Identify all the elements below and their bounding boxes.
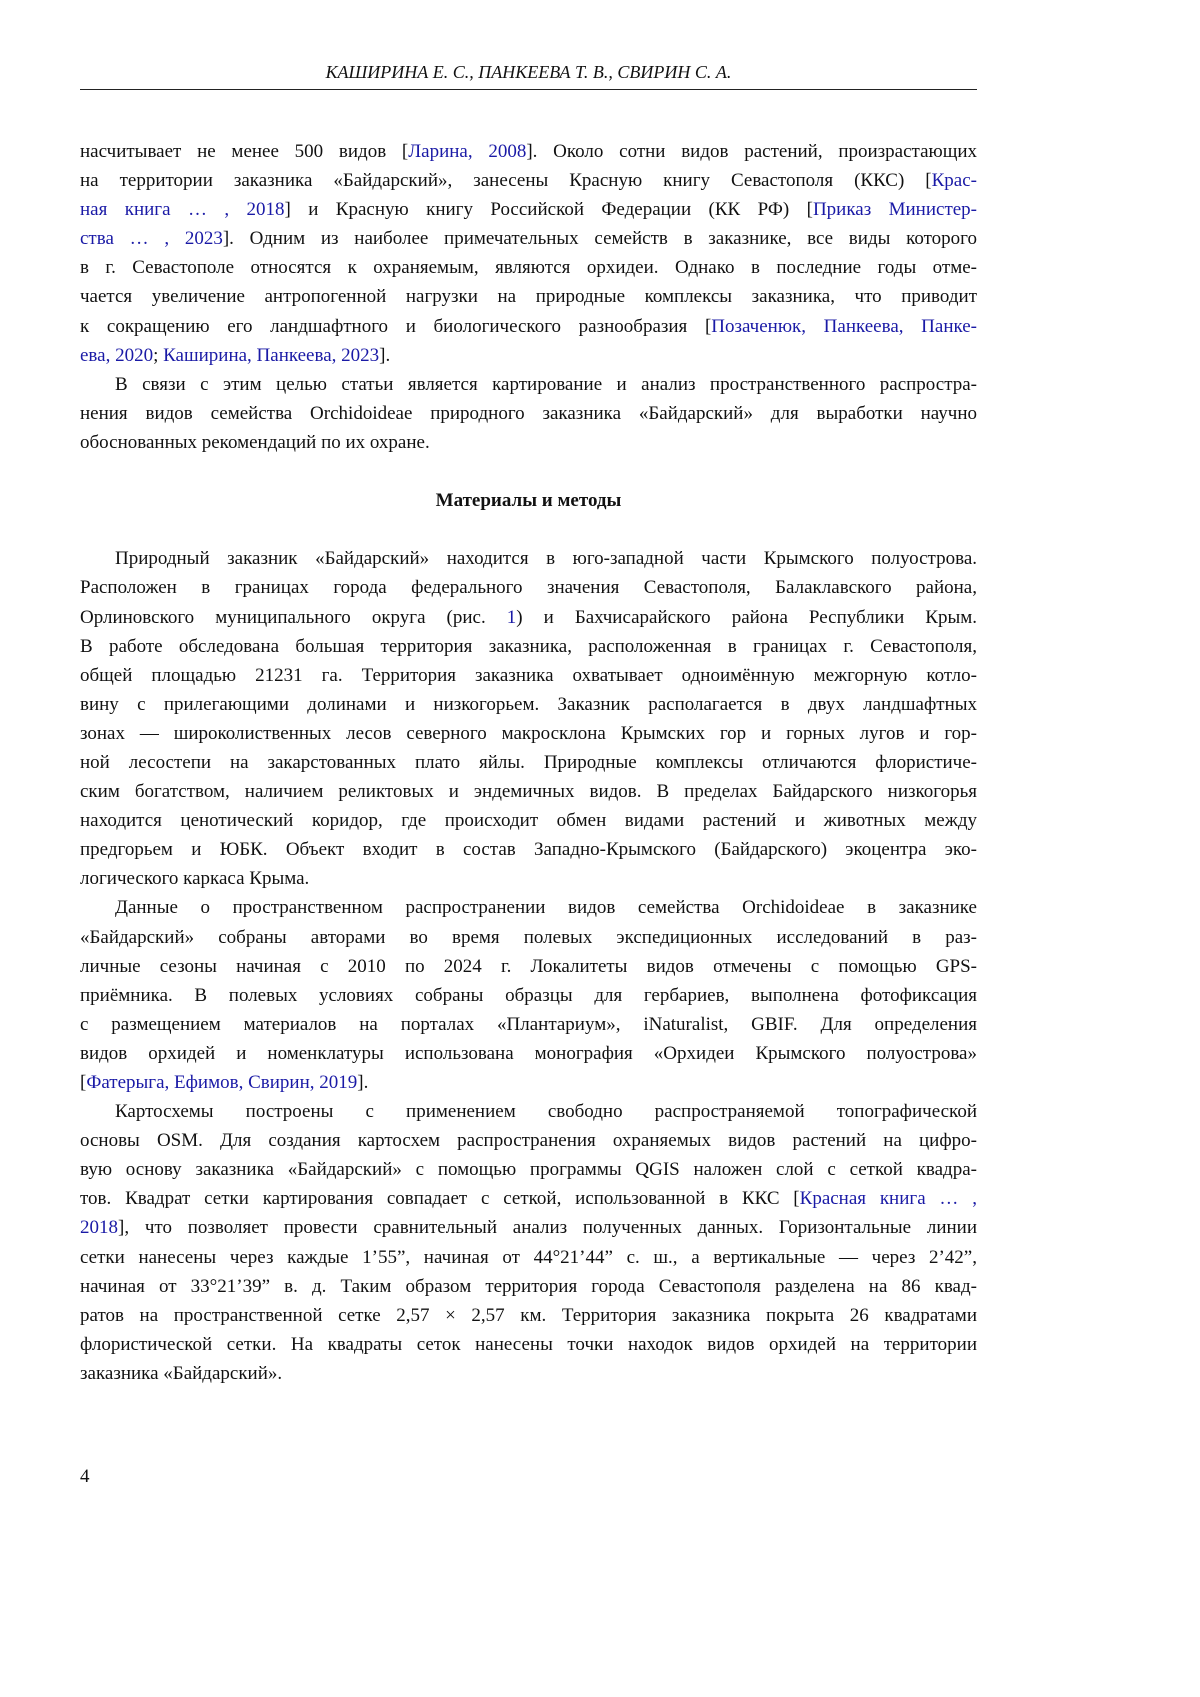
- text-segment: ским богатством, наличием реликтовых и эндемичных видов. В пределах Байдарского низкогорья: [80, 781, 977, 803]
- citation-link[interactable]: ная книга … , 2018: [80, 199, 285, 221]
- text-line: [80, 370, 977, 399]
- text-segment: ) и Бахчисарайского района Республики Крым.: [516, 606, 977, 628]
- text-line: [80, 1126, 977, 1155]
- text-line: [80, 1155, 977, 1184]
- text-segment: логического каркаса Крыма.: [80, 868, 310, 890]
- text-segment: Орлиновского муниципального округа (рис.: [80, 606, 507, 628]
- text-line: [80, 864, 977, 893]
- text-line: [80, 719, 977, 748]
- text-segment: ]. Около сотни видов растений, произрастающих: [526, 141, 978, 162]
- text-line: [80, 661, 977, 690]
- text-line: [80, 166, 977, 195]
- text-line: [80, 573, 977, 602]
- text-line: [80, 1039, 977, 1068]
- text-segment: [: [80, 1072, 87, 1093]
- text-line: [80, 835, 977, 864]
- text-segment: ;: [153, 344, 164, 366]
- text-segment: сетки нанесены через каждые 1’55”, начиная от 44°21’44” с. ш., а вертикальные — через 2’42”,: [80, 1246, 977, 1268]
- text-line: [80, 428, 977, 457]
- text-segment: В связи с этим целью статьи является картирование и анализ пространственного распростра-: [115, 373, 977, 395]
- text-line: [80, 195, 977, 224]
- citation-link[interactable]: Крас-: [931, 170, 977, 192]
- text-segment: ] и Красную книгу Российской Федерации (КК РФ) [: [284, 199, 813, 221]
- text-segment: заказника «Байдарский».: [80, 1362, 283, 1384]
- text-line: [80, 777, 977, 806]
- text-segment: на территории заказника «Байдарский», занесены Красную книгу Севастополя (ККС) [: [80, 170, 932, 192]
- text-segment: Природный заказник «Байдарский» находится в юго-западной части Крымского полуострова.: [115, 548, 977, 570]
- citation-link[interactable]: Ларина, 2008: [408, 141, 527, 162]
- text-line: [80, 981, 977, 1010]
- citation-link[interactable]: 2018: [80, 1217, 118, 1239]
- text-segment: ]. Одним из наиболее примечательных семейств в заказнике, все виды которого: [222, 228, 977, 250]
- text-segment: предгорьем и ЮБК. Объект входит в состав Западно-Крымского (Байдарского) экоцентра эко-: [80, 839, 977, 861]
- text-segment: личные сезоны начиная с 2010 по 2024 г. Локалитеты видов отмечены с помощью GPS-: [80, 955, 977, 977]
- citation-link[interactable]: Красная книга … ,: [799, 1188, 977, 1210]
- text-segment: Картосхемы построены с применением свободно распространяемой топографической: [115, 1101, 977, 1123]
- citation-link[interactable]: Позаченюк, Панкеева, Панке-: [711, 315, 978, 337]
- text-line: [80, 603, 977, 632]
- text-line: [80, 312, 977, 341]
- text-segment: зонах — широколиственных лесов северного макросклона Крымских гор и горных лугов и гор-: [80, 722, 977, 744]
- text-segment: нения видов семейства Orchidoideae природного заказника «Байдарский» для выработки научно: [80, 402, 977, 424]
- text-segment: «Байдарский» собраны авторами во время полевых экспедиционных исследований в раз-: [80, 926, 977, 948]
- text-segment: насчитывает не менее 500 видов [: [80, 141, 409, 162]
- text-line: [80, 224, 977, 253]
- text-line: [80, 282, 977, 311]
- text-line: [80, 1184, 977, 1213]
- paragraph: [80, 370, 977, 457]
- text-segment: общей площадью 21231 га. Территория заказника охватывает одноимённую межгорную котло-: [80, 664, 977, 686]
- text-segment: Расположен в границах города федерального значения Севастополя, Балаклавского района,: [80, 577, 977, 599]
- text-line: [80, 748, 977, 777]
- text-segment: ной лесостепи на закарстованных плато яйлы. Природные комплексы отличаются флористиче-: [80, 751, 977, 773]
- text-line: [80, 1068, 977, 1097]
- article-body: [80, 137, 977, 1388]
- text-line: [80, 1301, 977, 1330]
- text-line: [80, 544, 977, 573]
- text-segment: Данные о пространственном распространении видов семейства Orchidoideae в заказнике: [115, 897, 977, 919]
- text-line: [80, 1330, 977, 1359]
- text-line: [80, 690, 977, 719]
- section-heading: Материалы и методы: [435, 490, 622, 512]
- text-segment: вину с прилегающими долинами и низкогорьем. Заказник располагается в двух ландшафтных: [80, 693, 977, 715]
- citation-link[interactable]: Приказ Министер-: [812, 199, 978, 221]
- text-line: [80, 253, 977, 282]
- text-line: [80, 1010, 977, 1039]
- text-segment: с размещением материалов на порталах «Плантариум», iNaturalist, GBIF. Для определения: [80, 1013, 977, 1035]
- citation-link[interactable]: Каширина, Панкеева, 2023: [163, 344, 380, 366]
- text-segment: ].: [357, 1072, 369, 1093]
- text-segment: начиная от 33°21’39” в. д. Таким образом территория города Севастополя разделена на 86 квад-: [80, 1275, 977, 1297]
- text-segment: ].: [379, 344, 391, 366]
- running-header: КАШИРИНА Е. С., ПАНКЕЕВА Т. В., СВИРИН С. А.: [325, 62, 732, 82]
- text-segment: флористической сетки. На квадраты сеток нанесены точки находок видов орхидей на территории: [80, 1333, 977, 1355]
- text-line: [80, 806, 977, 835]
- paragraph: [80, 137, 977, 370]
- text-line: [80, 341, 977, 370]
- paragraph: [80, 544, 977, 893]
- citation-link[interactable]: ства … , 2023: [80, 228, 223, 250]
- text-segment: приёмника. В полевых условиях собраны образцы для гербариев, выполнена фотофиксация: [80, 984, 977, 1006]
- text-line: [80, 1243, 977, 1272]
- text-segment: чается увеличение антропогенной нагрузки на природные комплексы заказника, что приводит: [80, 286, 977, 308]
- text-segment: вую основу заказника «Байдарский» с помощью программы QGIS наложен слой с сеткой квадра-: [80, 1159, 977, 1181]
- text-line: [80, 399, 977, 428]
- text-line: [80, 1359, 977, 1388]
- citation-link[interactable]: 1: [506, 606, 517, 628]
- text-segment: ратов на пространственной сетке 2,57 × 2,57 км. Территория заказника покрыта 26 квадратами: [80, 1304, 977, 1326]
- paragraph: [80, 1097, 977, 1388]
- text-segment: видов орхидей и номенклатуры использована монография «Орхидеи Крымского полуострова»: [80, 1042, 977, 1064]
- text-line: [80, 952, 977, 981]
- header-rule: [80, 89, 977, 90]
- citation-link[interactable]: Фатерыга, Ефимов, Свирин, 2019: [86, 1072, 358, 1093]
- text-line: [80, 923, 977, 952]
- text-line: [80, 632, 977, 661]
- text-line: [80, 893, 977, 922]
- text-segment: тов. Квадрат сетки картирования совпадает с сеткой, использованной в ККС [: [80, 1188, 800, 1210]
- text-line: [80, 137, 977, 166]
- text-segment: в г. Севастополе относятся к охраняемым, являются орхидеи. Однако в последние годы отме-: [80, 257, 977, 279]
- text-segment: В работе обследована большая территория заказника, расположенная в границах г. Севастополя,: [80, 635, 977, 657]
- text-line: [80, 1272, 977, 1301]
- text-segment: основы OSM. Для создания картосхем распространения охраняемых видов растений на цифро-: [80, 1130, 977, 1152]
- text-segment: ], что позволяет провести сравнительный анализ полученных данных. Горизонтальные линии: [118, 1217, 977, 1239]
- text-line: [80, 1213, 977, 1242]
- text-segment: находится ценотический коридор, где происходит обмен видами растений и животных между: [80, 810, 977, 832]
- text-segment: к сокращению его ландшафтного и биологического разнообразия [: [80, 315, 712, 337]
- page-number: 4: [80, 1466, 90, 1487]
- text-segment: обоснованных рекомендаций по их охране.: [80, 431, 430, 453]
- paragraph: [80, 893, 977, 1097]
- text-line: [80, 1097, 977, 1126]
- citation-link[interactable]: ева, 2020: [80, 344, 154, 366]
